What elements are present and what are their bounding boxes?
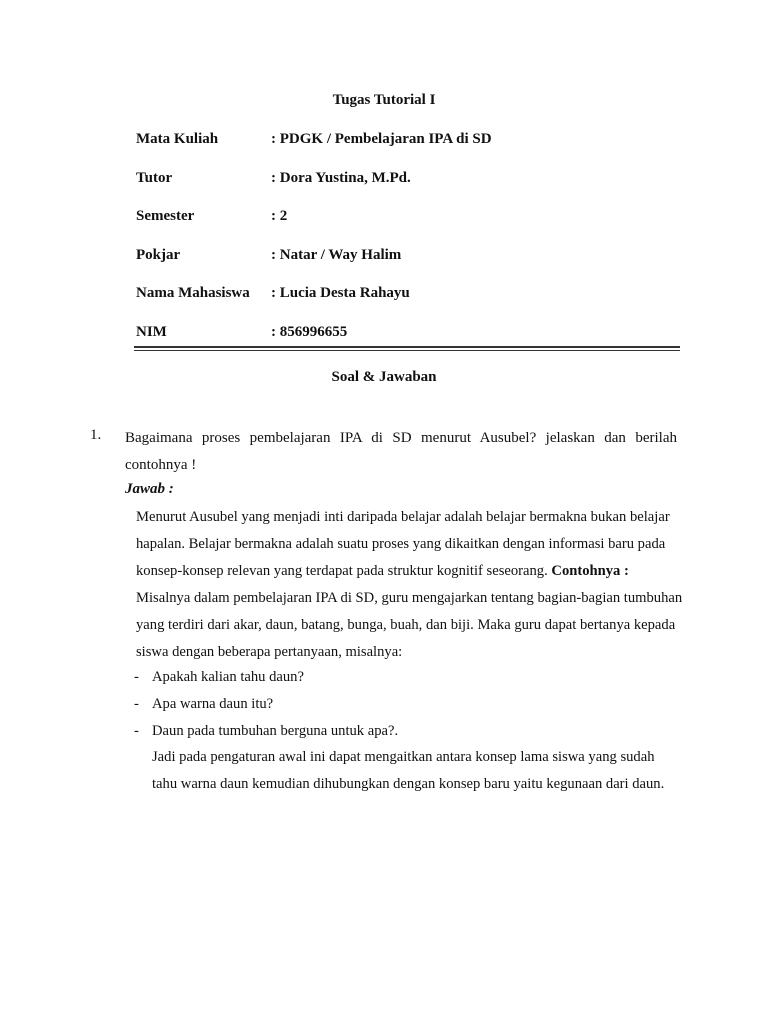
answer-label: Jawab : <box>125 481 174 497</box>
answer-text: Menurut Ausubel yang menjadi inti daripada belajar adalah belajar bermakna bukan belajar hapalan. Belajar bermakna adalah suatu proses yang dikaitkan dengan informasi baru pada konsep-konsep relevan yang terdapat pada struktur kognitif seseorang. <box>136 509 670 579</box>
example-text: Misalnya dalam pembelajaran IPA di SD, guru mengajarkan tentang bagian-bagian tumbuhan yang terdiri dari akar, daun, batang, bunga, buah, dan biji. Maka guru dapat bertanya kepada siswa dengan beberapa pertanyaan, misalnya: <box>136 590 683 660</box>
list-item-text: Apakah kalian tahu daun? <box>152 669 304 685</box>
meta-label: Nama Mahasiswa <box>136 285 250 302</box>
list-item <box>134 691 682 718</box>
meta-row-mata-kuliah <box>136 131 696 170</box>
header-divider-thick <box>134 346 680 348</box>
list-item-text: Daun pada tumbuhan berguna untuk apa?. <box>152 723 399 739</box>
meta-label: Semester <box>136 208 195 225</box>
meta-table <box>136 131 696 363</box>
question-text: Bagaimana proses pembelajaran IPA di SD menurut Ausubel? jelaskan dan berilah contohnya ! <box>125 430 677 473</box>
closing-paragraph: Jadi pada pengaturan awal ini dapat mengaitkan antara konsep lama siswa yang sudah tahu warna daun kemudian dihubungkan dengan konsep baru yaitu kegunaan dari daun. <box>152 749 665 792</box>
answer-paragraph <box>136 504 684 666</box>
meta-row-nama-mahasiswa <box>136 285 696 324</box>
list-bullet: - <box>134 696 139 712</box>
header-divider-thin <box>134 350 680 351</box>
meta-label: Mata Kuliah <box>136 131 219 147</box>
list-item <box>134 664 682 691</box>
meta-value: : Lucia Desta Rahayu <box>271 285 410 302</box>
list-bullet: - <box>134 669 139 685</box>
meta-row-nim <box>136 324 696 363</box>
meta-label: Tutor <box>136 169 173 186</box>
meta-value: : 2 <box>271 208 288 225</box>
meta-value: : Dora Yustina, M.Pd. <box>271 169 411 186</box>
meta-value: : 856996655 <box>271 323 348 340</box>
meta-row-semester <box>136 208 696 247</box>
section-title: Soal & Jawaban <box>331 369 437 385</box>
question-list <box>134 664 682 745</box>
example-label: Contohnya : <box>551 563 629 579</box>
document-title: Tugas Tutorial I <box>332 92 436 108</box>
list-item-text: Apa warna daun itu? <box>152 696 274 712</box>
meta-row-pokjar <box>136 247 696 286</box>
meta-value: : Natar / Way Halim <box>271 246 402 263</box>
meta-label: Pokjar <box>136 246 181 263</box>
meta-row-tutor <box>136 170 696 209</box>
list-bullet: - <box>134 723 139 739</box>
question-number: 1. <box>90 427 102 443</box>
list-item <box>134 718 682 745</box>
meta-label: NIM <box>136 323 167 340</box>
meta-value: : PDGK / Pembelajaran IPA di SD <box>271 131 492 147</box>
